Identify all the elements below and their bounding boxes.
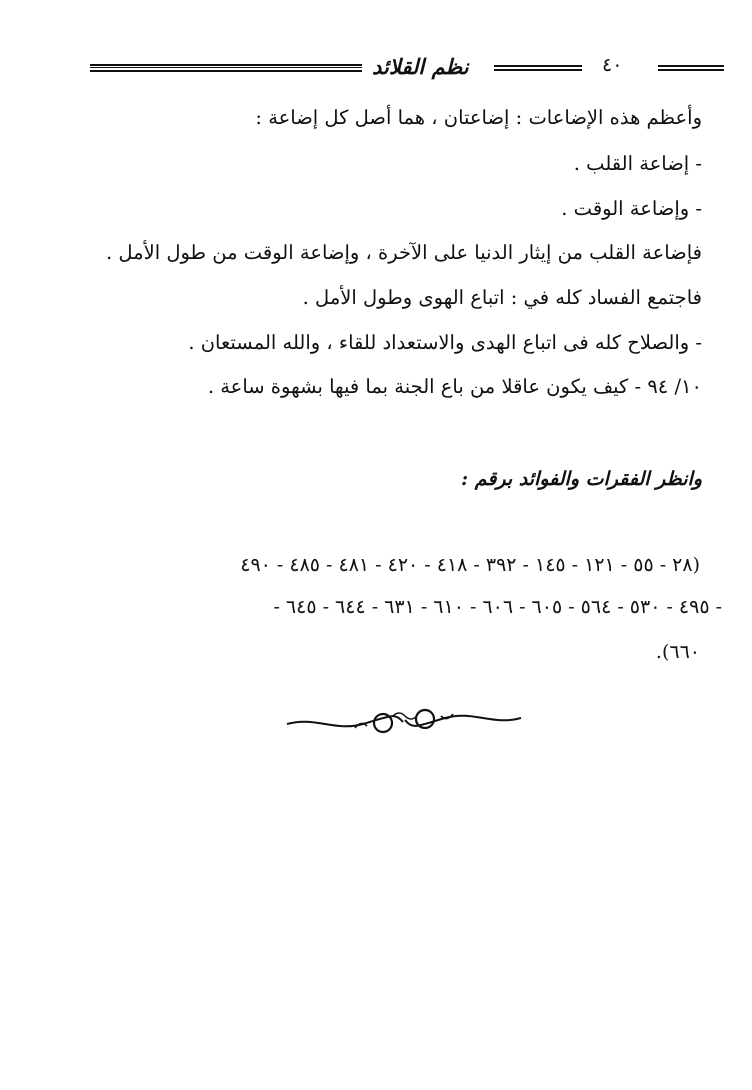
text-line-1: وأعظم هذه الإضاعات : إضاعتان ، هما أصل كل إضاعة : (255, 106, 702, 129)
text-line-2: - إضاعة القلب . (573, 152, 702, 175)
reference-line-2: - ٤٩٥ - ٥٣٠ - ٥٦٤ - ٦٠٥ - ٦٠٦ - ٦١٠ - ٦٣١ - ٦٤٤ - ٦٤٥ - (273, 596, 722, 618)
header-rule-left (90, 64, 362, 72)
reference-line-1: (٢٨ - ٥٥ - ١٢١ - ١٤٥ - ٣٩٢ - ٤١٨ - ٤٢٠ - ٤٨١ - ٤٨٥ - ٤٩٠ (240, 554, 700, 576)
text-line-3: - وإضاعة الوقت . (561, 197, 702, 220)
page-number: ٤٠ (602, 54, 623, 76)
text-line-5: فاجتمع الفساد كله في : اتباع الهوى وطول الأمل . (302, 286, 702, 309)
header-rule-right (658, 65, 724, 71)
running-header (90, 52, 725, 88)
text-line-7: ١٠/ ٩٤ - كيف يكون عاقلا من باع الجنة بما فيها بشهوة ساعة . (207, 375, 702, 398)
text-line-6: - والصلاح كله فى اتباع الهدى والاستعداد للقاء ، والله المستعان . (188, 331, 702, 354)
header-rule-middle (494, 65, 582, 71)
reference-line-3: ٦٦٠). (655, 641, 700, 663)
ornament-divider (285, 704, 523, 738)
see-also-heading: وانظر الفقرات والفوائد برقم : (461, 468, 702, 490)
text-line-4: فإضاعة القلب من إيثار الدنيا على الآخرة ، وإضاعة الوقت من طول الأمل . (105, 241, 702, 264)
header-title: نظم القلائد (372, 54, 469, 79)
